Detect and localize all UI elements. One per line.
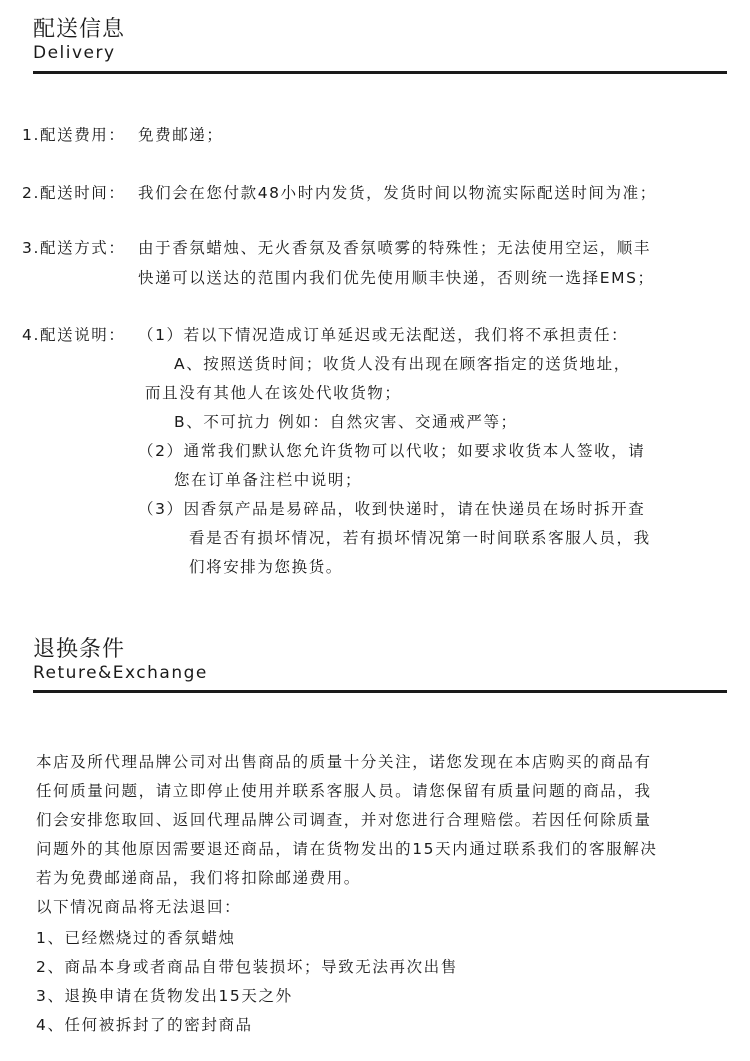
returns-title-en: Reture&Exchange bbox=[33, 663, 208, 683]
delivery-item-label: 2.配送时间： bbox=[22, 184, 126, 202]
delivery-note: 而且没有其他人在该处代收货物； bbox=[145, 384, 402, 402]
delivery-item-text: 我们会在您付款48小时内发货，发货时间以物流实际配送时间为准； bbox=[138, 184, 657, 202]
returns-list-item: 2、商品本身或者商品自带包装损坏；导致无法再次出售 bbox=[36, 958, 458, 976]
delivery-item-text: 由于香氛蜡烛、无火香氛及香氛喷雾的特殊性；无法使用空运，顺丰 bbox=[138, 239, 652, 257]
returns-paragraph-line: 们会安排您取回、返回代理品牌公司调查，并对您进行合理赔偿。若因任何除质量 bbox=[36, 811, 652, 829]
returns-list-item: 3、退换申请在货物发出15天之外 bbox=[36, 987, 293, 1005]
returns-list-item: 4、任何被拆封了的密封商品 bbox=[36, 1016, 253, 1034]
returns-paragraph-line: 若为免费邮递商品，我们将扣除邮递费用。 bbox=[36, 869, 361, 887]
delivery-note: 您在订单备注栏中说明； bbox=[174, 471, 363, 489]
delivery-title-en: Delivery bbox=[33, 43, 116, 63]
delivery-item-label: 3.配送方式： bbox=[22, 239, 126, 257]
delivery-note: A、按照送货时间；收货人没有出现在顾客指定的送货地址， bbox=[174, 355, 631, 373]
delivery-item-label: 1.配送费用： bbox=[22, 126, 126, 144]
delivery-title-cn: 配送信息 bbox=[33, 17, 126, 42]
returns-paragraph-line: 以下情况商品将无法退回： bbox=[36, 898, 242, 916]
delivery-note: 们将安排为您换货。 bbox=[189, 558, 343, 576]
delivery-note: B、不可抗力 例如：自然灾害、交通戒严等； bbox=[174, 413, 518, 431]
delivery-item-label: 4.配送说明： bbox=[22, 326, 126, 344]
returns-paragraph-line: 本店及所代理品牌公司对出售商品的质量十分关注，诺您发现在本店购买的商品有 bbox=[36, 753, 652, 771]
returns-list-item: 1、已经燃烧过的香氛蜡烛 bbox=[36, 929, 236, 947]
returns-paragraph-line: 任何质量问题，请立即停止使用并联系客服人员。请您保留有质量问题的商品，我 bbox=[36, 782, 652, 800]
delivery-note: （2）通常我们默认您允许货物可以代收；如要求收货本人签收，请 bbox=[138, 442, 646, 460]
delivery-note: 看是否有损坏情况，若有损坏情况第一时间联系客服人员，我 bbox=[189, 529, 651, 547]
delivery-item-text-cont: 快递可以送达的范围内我们优先使用顺丰快递，否则统一选择EMS； bbox=[138, 269, 655, 287]
delivery-item-text: 免费邮递； bbox=[138, 126, 224, 144]
returns-divider bbox=[33, 690, 727, 693]
returns-paragraph-line: 问题外的其他原因需要退还商品，请在货物发出的15天内通过联系我们的客服解决 bbox=[36, 840, 658, 858]
delivery-item-text: （1）若以下情况造成订单延迟或无法配送，我们将不承担责任： bbox=[138, 326, 629, 344]
returns-title-cn: 退换条件 bbox=[33, 637, 126, 662]
delivery-note: （3）因香氛产品是易碎品，收到快递时，请在快递员在场时拆开查 bbox=[138, 500, 646, 518]
delivery-divider bbox=[33, 71, 727, 74]
